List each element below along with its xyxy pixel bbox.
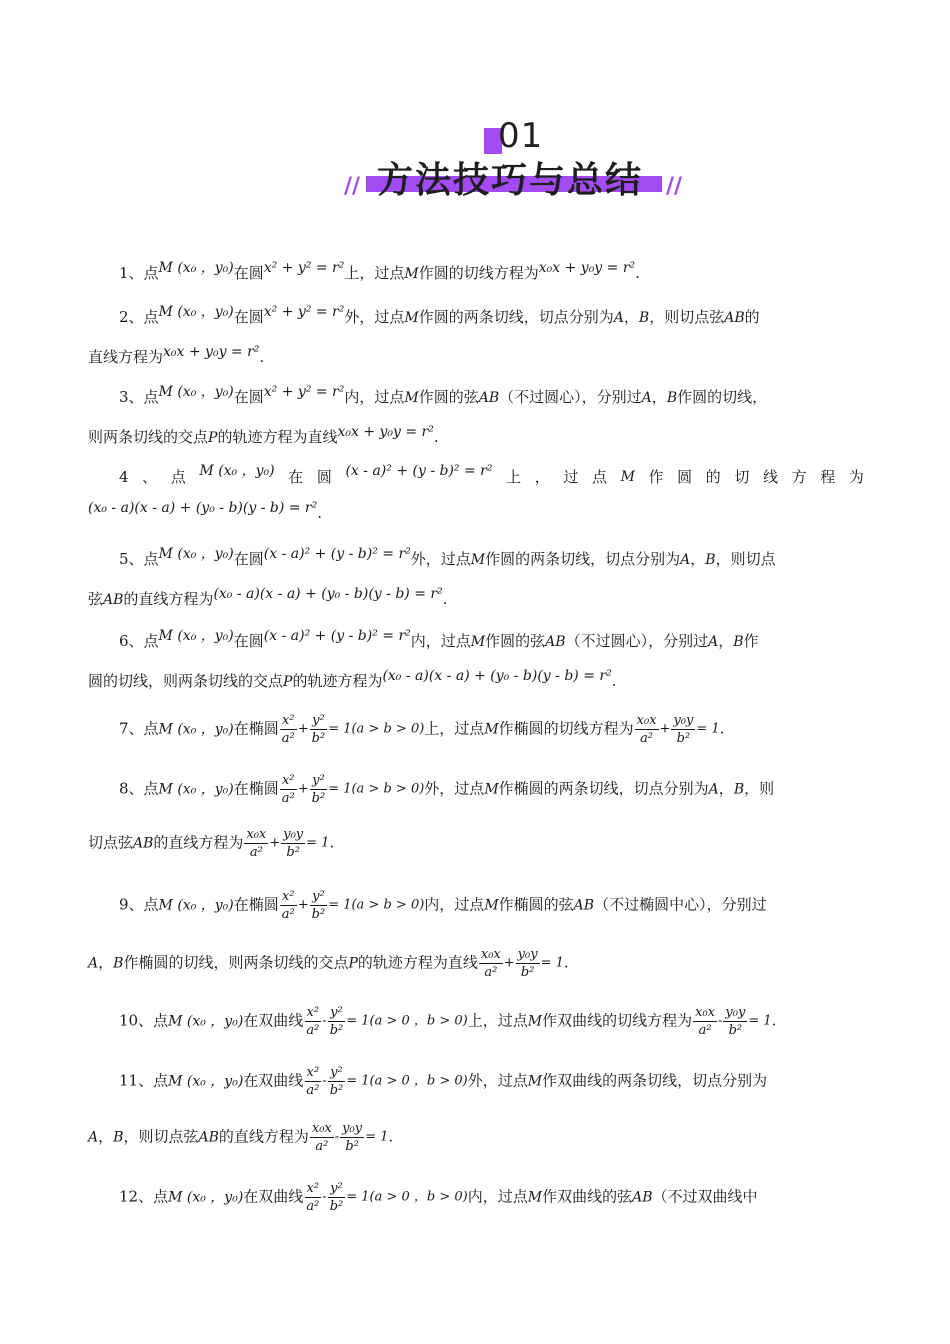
locus-x-fraction: $\frac{\text{x₀x}}{\text{a²}}$ [480,947,501,980]
item-5-line-2: 弦AB的直线方程为(x₀ - a)(x - a) + (y₀ - b)(y - b) = r². [88,586,448,608]
tangent-y-fraction: $\frac{\text{y₀y}}{\text{b²}}$ [673,713,694,746]
item-11-line-1: 11、点M (x₀ ，y₀)在双曲线 $\frac{\text{x²}}{\text{a²}}$ - $\frac{\text{y²}}{\text{b²}}$ = 1(a > 0 ，b > 0)外，过点M作双曲线的两条切线，切点分别为 [119,1065,768,1098]
section-header [330,112,690,204]
locus-y-fraction: $\frac{\text{y₀y}}{\text{b²}}$ [517,947,538,980]
hyperbola-y-fraction: $\frac{\text{y²}}{\text{b²}}$ [329,1181,344,1214]
item-7-line-1: 7、点M (x₀ ，y₀)在椭圆 $\frac{\text{x²}}{\text{a²}}$ + $\frac{\text{y²}}{\text{b²}}$ = 1(a > b > 0)上，过点M作椭圆的切线方程为 $\frac{\text{x₀x}}{\text{a²}}$ + $\frac{\text{y₀y}}{\text{b²}}$ = 1. [119,713,725,746]
ellipse-y-fraction: $\frac{\text{y²}}{\text{b²}}$ [311,713,326,746]
ellipse-y-fraction: $\frac{\text{y²}}{\text{b²}}$ [311,889,326,922]
item-6-line-1: 6、点M (x₀ ，y₀)在圆(x - a)² + (y - b)² = r²内，过点M作圆的弦AB（不过圆心），分别过A，B作 [119,628,759,650]
chord-x-fraction: $\frac{\text{x₀x}}{\text{a²}}$ [246,827,267,860]
item-9-line-1: 9、点M (x₀ ，y₀)在椭圆 $\frac{\text{x²}}{\text{a²}}$ + $\frac{\text{y²}}{\text{b²}}$ = 1(a > b > 0)内，过点M作椭圆的弦AB（不过椭圆中心），分别过 [119,889,767,922]
section-number: 01 [498,116,544,156]
ellipse-y-fraction: $\frac{\text{y²}}{\text{b²}}$ [311,773,326,806]
hyperbola-x-fraction: $\frac{\text{x²}}{\text{a²}}$ [306,1065,320,1098]
item-6-line-2: 圆的切线，则两条切线的交点P的轨迹方程为(x₀ - a)(x - a) + (y₀ - b)(y - b) = r². [88,668,617,690]
tangent-y-fraction: $\frac{\text{y₀y}}{\text{b²}}$ [725,1005,746,1038]
chord-x-fraction: $\frac{\text{x₀x}}{\text{a²}}$ [311,1121,332,1154]
item-3-line-2: 则两条切线的交点P的轨迹方程为直线x₀x + y₀y = r². [88,424,439,446]
item-8-line-2: 切点弦AB的直线方程为 $\frac{\text{x₀x}}{\text{a²}}$ + $\frac{\text{y₀y}}{\text{b²}}$ = 1. [88,827,335,860]
tangent-x-fraction: $\frac{\text{x₀x}}{\text{a²}}$ [695,1005,715,1038]
hyperbola-x-fraction: $\frac{\text{x²}}{\text{a²}}$ [306,1005,320,1038]
hyperbola-y-fraction: $\frac{\text{y²}}{\text{b²}}$ [329,1005,344,1038]
item-4-line-1: 4 、 点 M (x₀ ，y₀) 在 圆 (x - a)² + (y - b)² = r² 上 ， 过 点 M 作 圆 的 切 线 方 程 为 [119,463,864,486]
item-1-line-1: 1、点M (x₀ ，y₀)在圆x² + y² = r²上，过点M作圆的切线方程为x₀x + y₀y = r². [119,260,640,282]
item-2-line-1: 2、点M (x₀ ，y₀)在圆x² + y² = r²外，过点M作圆的两条切线，切点分别为A，B，则切点弦AB的 [119,304,760,326]
tangent-x-fraction: $\frac{\text{x₀x}}{\text{a²}}$ [636,713,657,746]
item-2-line-2: 直线方程为x₀x + y₀y = r². [88,344,265,366]
item-4-line-2: (x₀ - a)(x - a) + (y₀ - b)(y - b) = r². [88,500,323,522]
item-5-line-1: 5、点M (x₀ ，y₀)在圆(x - a)² + (y - b)² = r²外，过点M作圆的两条切线，切点分别为A，B，则切点 [119,546,776,568]
item-11-line-2: A，B，则切点弦AB的直线方程为 $\frac{\text{x₀x}}{\text{a²}}$ - $\frac{\text{y₀y}}{\text{b²}}$ = 1. [88,1121,394,1154]
item-8-line-1: 8、点M (x₀ ，y₀)在椭圆 $\frac{\text{x²}}{\text{a²}}$ + $\frac{\text{y²}}{\text{b²}}$ = 1(a > b > 0)外，过点M作椭圆的两条切线，切点分别为A，B，则 [119,773,775,806]
ellipse-x-fraction: $\frac{\text{x²}}{\text{a²}}$ [281,773,295,806]
chord-y-fraction: $\frac{\text{y₀y}}{\text{b²}}$ [283,827,304,860]
item-10-line-1: 10、点M (x₀ ，y₀)在双曲线 $\frac{\text{x²}}{\text{a²}}$ - $\frac{\text{y²}}{\text{b²}}$ = 1(a > 0 ，b > 0)上，过点M作双曲线的切线方程为 $\frac{\text{x₀x}}{\text{a²}}$ - $\frac{\text{y₀y}}{\text{b²}}$ = 1. [119,1005,777,1038]
item-12-line-1: 12、点M (x₀ ，y₀)在双曲线 $\frac{\text{x²}}{\text{a²}}$ - $\frac{\text{y²}}{\text{b²}}$ = 1(a > 0 ，b > 0)内，过点M作双曲线的弦AB（不过双曲线中 [119,1181,758,1214]
ellipse-x-fraction: $\frac{\text{x²}}{\text{a²}}$ [281,889,295,922]
ellipse-x-fraction: $\frac{\text{x²}}{\text{a²}}$ [281,713,295,746]
item-9-line-2: A，B作椭圆的切线，则两条切线的交点P的轨迹方程为直线 $\frac{\text{x₀x}}{\text{a²}}$ + $\frac{\text{y₀y}}{\text{b²}}$ = 1. [88,947,569,980]
left-slash-decoration: // [344,174,361,199]
hyperbola-x-fraction: $\frac{\text{x²}}{\text{a²}}$ [306,1181,320,1214]
chord-y-fraction: $\frac{\text{y₀y}}{\text{b²}}$ [342,1121,363,1154]
hyperbola-y-fraction: $\frac{\text{y²}}{\text{b²}}$ [329,1065,344,1098]
right-slash-decoration: // [666,174,683,199]
section-title: 方法技巧与总结 [376,160,643,201]
item-3-line-1: 3、点M (x₀ ，y₀)在圆x² + y² = r²内，过点M作圆的弦AB（不过圆心），分别过A，B作圆的切线， [119,384,768,406]
